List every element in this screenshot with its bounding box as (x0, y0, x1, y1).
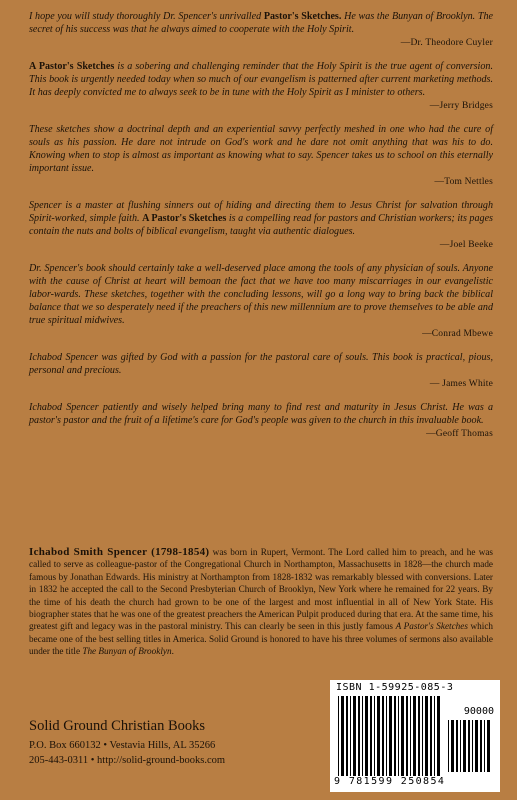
barcode-bar (425, 696, 428, 776)
barcode-bar (410, 696, 411, 776)
barcode-bar (484, 720, 485, 772)
endorsement-thomas: Ichabod Spencer patiently and wisely helped bring many to find rest and maturity in Jesus Christ. He was a pastor's pastor and the fruit of a lifetime's care for God's people was given to the church in this invaluable book. —Geoff Thomas (29, 402, 493, 439)
book-title: The Bunyan of Brooklyn (82, 646, 172, 657)
barcode-bar (460, 720, 461, 772)
endorsement-attribution: —Joel Beeke (439, 240, 493, 250)
barcode-bar (456, 720, 458, 772)
endorsement-white: Ichabod Spencer was gifted by God with a passion for the pastoral care of souls. This book is practical, pious, personal and precious. — James White (29, 352, 493, 389)
barcode-bar (341, 696, 344, 776)
book-title: A Pastor's Sketches (142, 213, 227, 224)
endorsement-attribution: —Tom Nettles (434, 177, 493, 187)
barcode-bar (338, 696, 339, 776)
endorsement-nettles: These sketches show a doctrinal depth and an experiential savvy perfectly meshed in one who had the cure of souls as his passion. He dare not intrude on God's work and he dare not omit anything that was his to do. Knowing when to stop is almost as important as knowing what to say. Spencer takes us to school on this eternally important issue. —Tom Nettles (29, 124, 493, 187)
barcode-bar (472, 720, 473, 772)
barcode-bar (350, 696, 351, 776)
barcode-bar (377, 696, 380, 776)
book-title: A Pastor's Sketches (29, 61, 115, 72)
barcode-bar (370, 696, 372, 776)
endorsement-attribution: —Dr. Theodore Cuyler (400, 38, 493, 48)
publisher-contact: 205-443-0311 • http://solid-ground-books.com (29, 755, 226, 766)
author-biography: Ichabod Smith Spencer (1798-1854) was born in Rupert, Vermont. The Lord called him to preach, and he was called to serve as colleague-pastor of the Congregational Church in Northampton, Massachusetts in 1828—the church made famous by Jonathan Edwards. His ministry at Northampton from 1828-1832 was remarkably blessed with conversions. Later in 1832 he accepted the call to the Second Presbyterian Church of Brooklyn, New York where he remained for 22 years. By the time of his death the church had grown to be one of the largest and most influential in all of New York State. His biographer states that he was one of the greatest preachers the American Pulpit produced during that era. At the same time, his greatest gift and legacy was in the pastoral ministry. This can clearly be seen in this justly famous A Pastor's Sketches which became one of the best selling titles in America. Solid Ground is honored to have his three volumes of sermons also available under the title The Bunyan of Brooklyn. (29, 546, 493, 657)
barcode-bar (422, 696, 423, 776)
endorsements (29, 10, 493, 451)
addon-barcode-bars (448, 720, 492, 772)
barcode-bar (437, 696, 440, 776)
endorsement-attribution: —Geoff Thomas (426, 429, 493, 439)
endorsement-beeke: Spencer is a master at flushing sinners out of hiding and directing them to Jesus Christ for salvation through Spirit-worked, simple faith. A Pastor's Sketches is a compelling read for pastors and Christian workers; its pages contain the nuts and bolts of biblical evangelism, taught via authentic dialogues. —Joel Beeke (29, 200, 493, 250)
barcode-bar (346, 696, 348, 776)
barcode-bar (382, 696, 384, 776)
barcode-bar (451, 720, 454, 772)
barcode-bar (365, 696, 368, 776)
author-name: Ichabod Smith Spencer (1798-1854) (29, 546, 210, 558)
barcode-bar (413, 696, 416, 776)
book-title: Pastor's Sketches. (263, 11, 342, 22)
barcode-bar (468, 720, 470, 772)
barcode-bar (448, 720, 449, 772)
barcode-bar (401, 696, 404, 776)
endorsement-attribution: —Conrad Mbewe (422, 329, 493, 339)
barcode-bar (362, 696, 363, 776)
barcode-bar (418, 696, 420, 776)
barcode-bar (358, 696, 360, 776)
endorsement-attribution: — James White (429, 379, 493, 389)
barcode-bar (394, 696, 396, 776)
barcode-bar (434, 696, 435, 776)
barcode-bar (389, 696, 392, 776)
barcode-bar (406, 696, 408, 776)
endorsement-bridges: A Pastor's Sketches is a sobering and challenging reminder that the Holy Spirit is the true agent of conversion. This book is urgently needed today when so much of our evangelism is patterned after current marketing methods. It has deeply convicted me to always seek to be in tune with the Holy Spirit as I minister to others. —Jerry Bridges (29, 61, 493, 111)
isbn-barcode (330, 680, 500, 792)
barcode-bar (374, 696, 375, 776)
publisher-info (29, 718, 309, 768)
endorsement-cuyler: I hope you will study thoroughly Dr. Spencer's unrivalled Pastor's Sketches. He was the Bunyan of Brooklyn. The secret of his success was that he always aimed to cooperate with the Holy Spirit. —Dr. Theodore Cuyler (29, 11, 493, 48)
isbn-label: ISBN 1-59925-085-3 (336, 682, 454, 693)
barcode-bar (463, 720, 466, 772)
ean-barcode-bars (338, 696, 442, 776)
publisher-name: Solid Ground Christian Books (29, 718, 206, 734)
barcode-bar (430, 696, 432, 776)
price-code: 90000 (463, 706, 494, 717)
barcode-bar (480, 720, 482, 772)
endorsement-mbewe: Dr. Spencer's book should certainly take a well-deserved place among the tools of any physician of souls. Anyone with the cause of Christ at heart will bemoan the fact that we have too many miscarriages in our evangelistic labor-wards. These sketches, together with the concluding lessons, will go a long way to bring back the biblical balance that we so desperately need if the preachers of this new millennium are to prove themselves to be able and true spiritual midwives. —Conrad Mbewe (29, 263, 493, 339)
barcode-bar (398, 696, 399, 776)
barcode-bar (386, 696, 387, 776)
endorsement-attribution: —Jerry Bridges (429, 101, 493, 111)
barcode-bar (353, 696, 356, 776)
book-title: A Pastor's Sketches (395, 621, 468, 632)
barcode-bar (475, 720, 478, 772)
barcode-bar (487, 720, 490, 772)
barcode-digits: 9 781599 250854 (334, 776, 446, 787)
publisher-address: P.O. Box 660132 • Vestavia Hills, AL 35266 (29, 740, 216, 751)
